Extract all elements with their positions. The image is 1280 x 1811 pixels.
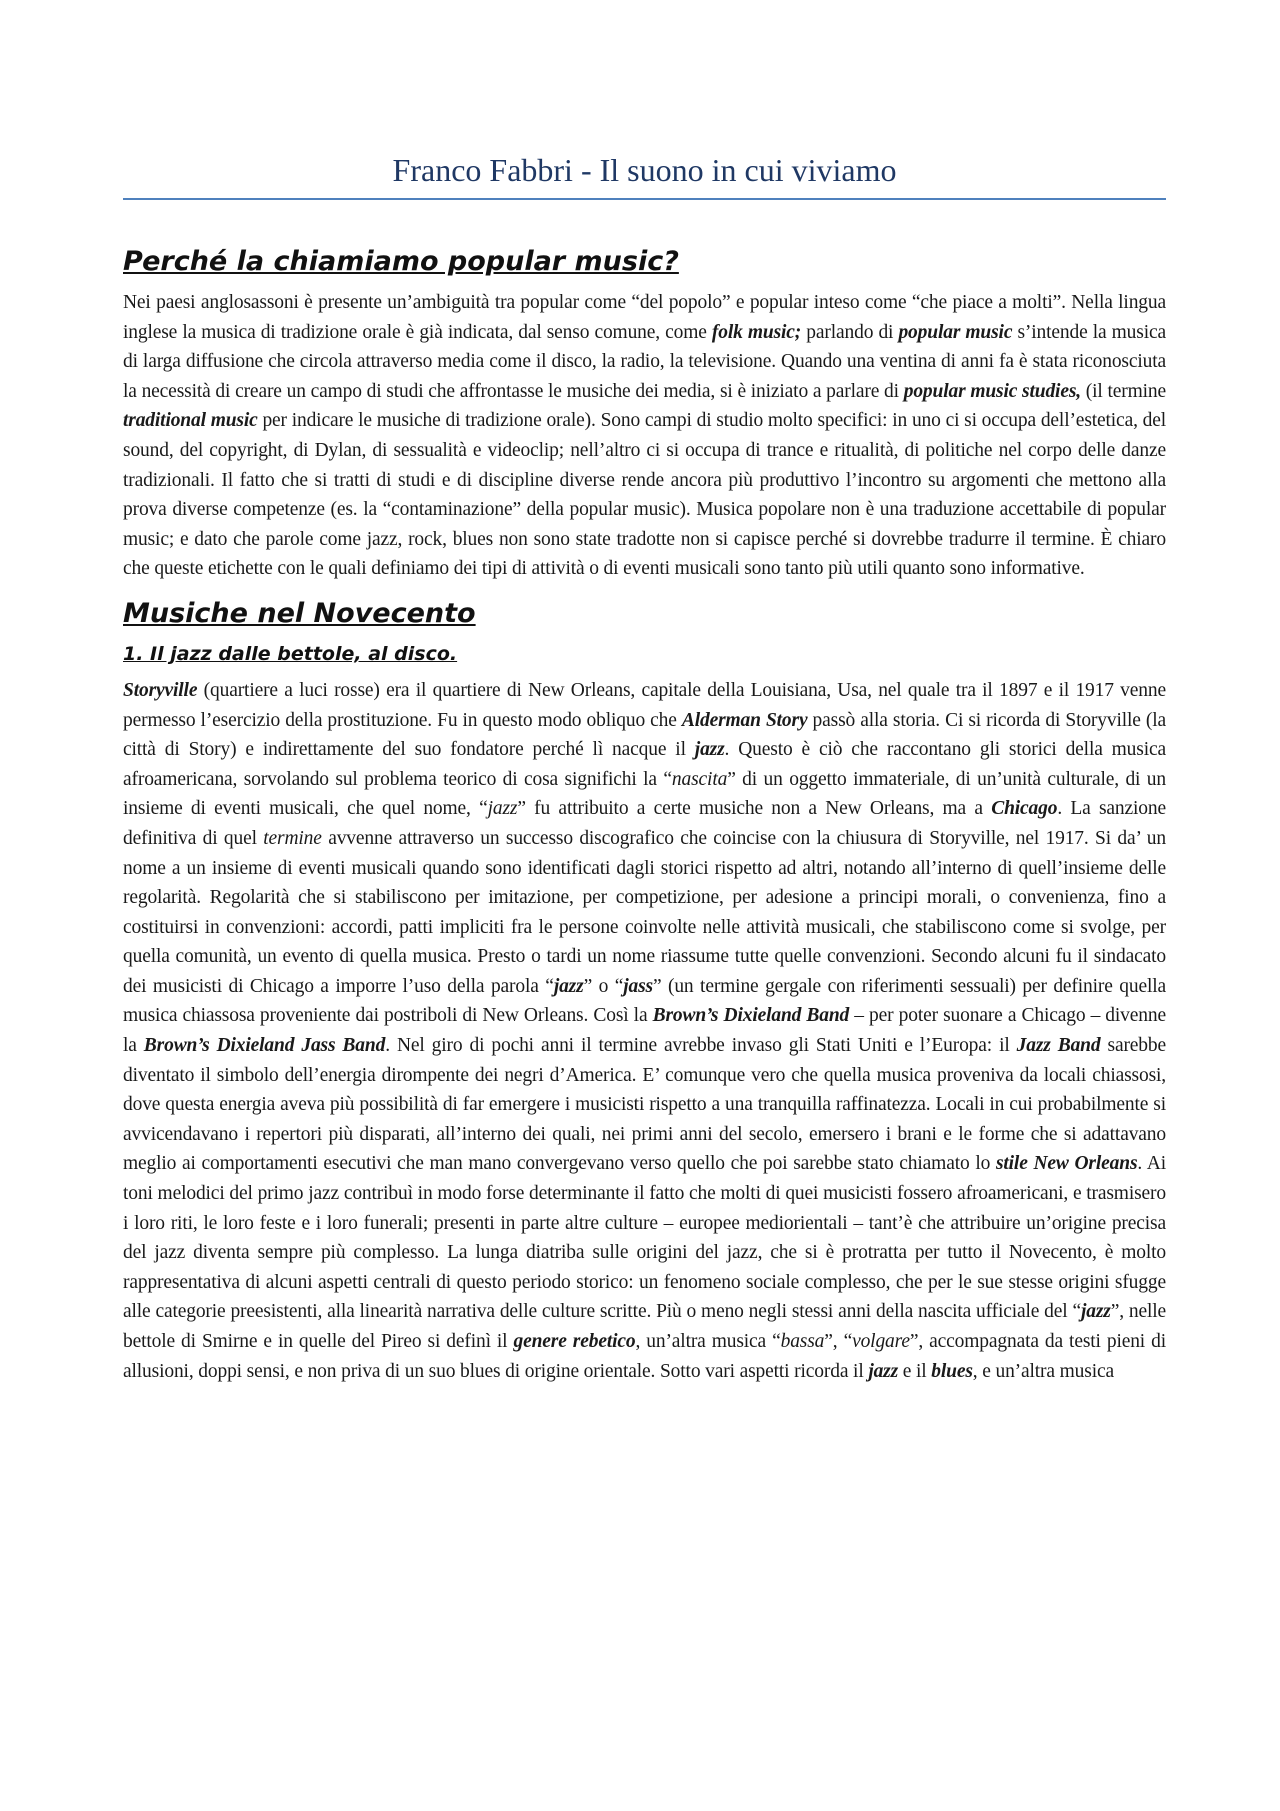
italic-term: volgare [852, 1331, 910, 1352]
text-run: (quartiere a luci rosse) era il quartiere di New Orleans, capitale della Louisiana, Usa, nel quale tra il 1897 e il 1917 venne permesso l’esercizio della prostituzione. Fu in questo modo obliquo che [123, 679, 1166, 731]
italic-term: bassa [780, 1331, 825, 1352]
text-run: ” fu attribuito a certe musiche non a New Orleans, ma a [517, 798, 992, 820]
text-run: avvenne attraverso un successo discografico che coincise con la chiusura di Storyville, nel 1917. Si da’ un nome a un insieme di eventi musicali quando sono identificati dagli storici rispetto ad altri, notando all’interno di quell’insieme delle regolarità. Regolarità che si stabiliscono per imitazione, per competizione, per adesione a principi morali, o convenienza, fino a costituirsi in convenzioni: accordi, patti impliciti fra le persone coinvolte nelle attività musicali, che stabiliscono come si svolge, per quella comunità, un evento di quella musica. Presto o tardi un nome riassume tutte quelle convenzioni. Secondo alcuni fu il sindacato dei musicisti di Chicago a imporre l’uso della parola “ [123, 827, 1166, 997]
emphasis-term: Brown’s Dixieland Band [652, 1005, 850, 1027]
emphasis-term: Chicago [991, 798, 1058, 820]
emphasis-term: popular music studies, [903, 380, 1081, 402]
text-run: . Ai toni melodici del primo jazz contribuì in modo forse determinante il fatto che molti di quei musicisti fossero afroamericani, e trasmisero i loro riti, le loro feste e i loro funerali; presenti in parte altre culture – europee mediorientali – tant’è che attribuire un’origine precisa del jazz diventa sempre più complesso. La lunga diatriba sulle origini del jazz, che si è protratta per tutto il Novecento, è molto rappresentativa di alcuni aspetti centrali di questo periodo storico: un fenomeno sociale complesso, che per le sue stesse origini sfugge alle categorie preesistenti, alla linearità narrativa delle culture scritte. Più o meno negli stessi anni della nascita ufficiale del “ [123, 1153, 1166, 1323]
text-run: . La sanzione definitiva di quel [123, 798, 1166, 849]
text-run: , e un’altra musica [972, 1360, 1114, 1382]
emphasis-term: popular music [898, 321, 1013, 343]
document-title: Franco Fabbri - Il suono in cui viviamo [123, 150, 1166, 200]
emphasis-term: Alderman Story [681, 709, 808, 731]
paragraph-jazz [123, 676, 1166, 1386]
text-run: per indicare le musiche di tradizione orale). Sono campi di studio molto specifici: in uno ci si occupa dell’estetica, del sound, del copyright, di Dylan, di sessualità e videoclip; nell’altro ci si occupa di trance e ritualità, di politiche nel corpo delle danze tradizionali. Il fatto che si tratti di studi e di discipline diverse rende ancora più produttivo l’incontro su argomenti che mettono alla prova diverse competenze (es. la “contaminazione” della popular music). Musica popolare non è una traduzione accettabile di popular music; e dato che parole come jazz, rock, blues non sono state tradotte non si capisce perché si dovrebbe tradurre il termine. È chiaro che queste etichette con le quali definiamo dei tipi di attività o di eventi musicali sono tanto più utili quanto sono informative. [123, 410, 1166, 580]
section-heading-popular-music: Perché la chiamiamo popular music? [123, 246, 679, 277]
emphasis-term: blues [931, 1360, 973, 1382]
emphasis-term: Brown’s Dixieland Jass Band [143, 1035, 386, 1057]
text-run: Nei paesi anglosassoni è presente un’ambiguità tra popular come “del popolo” e popular inteso come “che piace a molti”. Nella lingua inglese la musica di tradizione orale è già indicata, dal senso comune, come [123, 292, 1166, 343]
italic-term: jazz [487, 798, 518, 820]
text-run: sarebbe diventato il simbolo dell’energia dirompente dei negri d’America. E’ comunque vero che quella musica proveniva da locali chiassosi, dove questa energia aveva più possibilità di far emergere i musicisti rispetto a una tranquilla raffinatezza. Locali in cui probabilmente si avvicendavano i repertori più disparati, all’interno dei quali, nei primi anni del secolo, emersero i brani e le forme che si adattavano meglio ai comportamenti esecutivi che man mano convergevano verso quello che poi sarebbe stato chiamato lo [123, 1035, 1166, 1175]
emphasis-term: Storyville [123, 679, 198, 701]
emphasis-term: jazz [553, 975, 584, 997]
emphasis-term: traditional music [123, 410, 258, 432]
text-run: ” o “ [583, 975, 624, 997]
emphasis-term: jazz [694, 739, 725, 761]
text-run: ”, “ [824, 1331, 853, 1352]
text-run: ” di un oggetto immateriale, di un’unità culturale, di un insieme di eventi musicali, che quel nome, “ [123, 768, 1166, 820]
emphasis-term: folk music; [711, 321, 802, 343]
emphasis-term: jass [623, 975, 653, 997]
emphasis-term: genere rebetico [513, 1331, 636, 1352]
document-page [123, 150, 1166, 1386]
text-run: parlando di [801, 321, 899, 343]
text-run: (il termine [1081, 380, 1166, 402]
italic-term: termine [263, 827, 322, 849]
emphasis-term: Jazz Band [1016, 1035, 1101, 1057]
section-heading-novecento: Musiche nel Novecento [123, 597, 476, 629]
text-run: ”, nelle bettole di Smirne e in quelle del Pireo si definì il [123, 1301, 1166, 1352]
subheading-jazz: 1. Il jazz dalle bettole, al disco. [123, 642, 458, 665]
emphasis-term: jazz [868, 1360, 899, 1382]
text-run: , un’altra musica “ [635, 1331, 781, 1352]
italic-term: nascita [671, 768, 728, 790]
text-run: s’intende la musica di larga diffusione che circola attraverso media come il disco, la radio, la televisione. Quando una ventina di anni fa è stata riconosciuta la necessità di creare un campo di studi che affrontasse le musiche dei media, si è iniziato a parlare di [123, 321, 1166, 402]
paragraph-popular-music [123, 288, 1166, 584]
text-run: . Questo è ciò che raccontano gli storici della musica afroamericana, sorvolando sul problema teorico di cosa significhi la “ [123, 739, 1167, 790]
emphasis-term: jazz [1080, 1301, 1111, 1323]
text-run: e il [898, 1360, 932, 1382]
text-run: . Nel giro di pochi anni il termine avrebbe invaso gli Stati Uniti e l’Europa: il [385, 1035, 1017, 1057]
text-run: – per poter suonare a Chicago – divenne la [123, 1005, 1166, 1057]
text-run: ”, accompagnata da testi pieni di allusioni, doppi sensi, e non priva di un suo blues di origine orientale. Sotto vari aspetti ricorda il [123, 1331, 1166, 1382]
text-run: ” (un termine gergale con riferimenti sessuali) per definire quella musica chiassosa proveniente dai postriboli di New Orleans. Così la [123, 975, 1167, 1027]
text-run: passò alla storia. Ci si ricorda di Storyville (la città di Story) e indirettamente del suo fondatore perché lì nacque il [123, 709, 1167, 761]
emphasis-term: stile New Orleans [995, 1153, 1138, 1175]
